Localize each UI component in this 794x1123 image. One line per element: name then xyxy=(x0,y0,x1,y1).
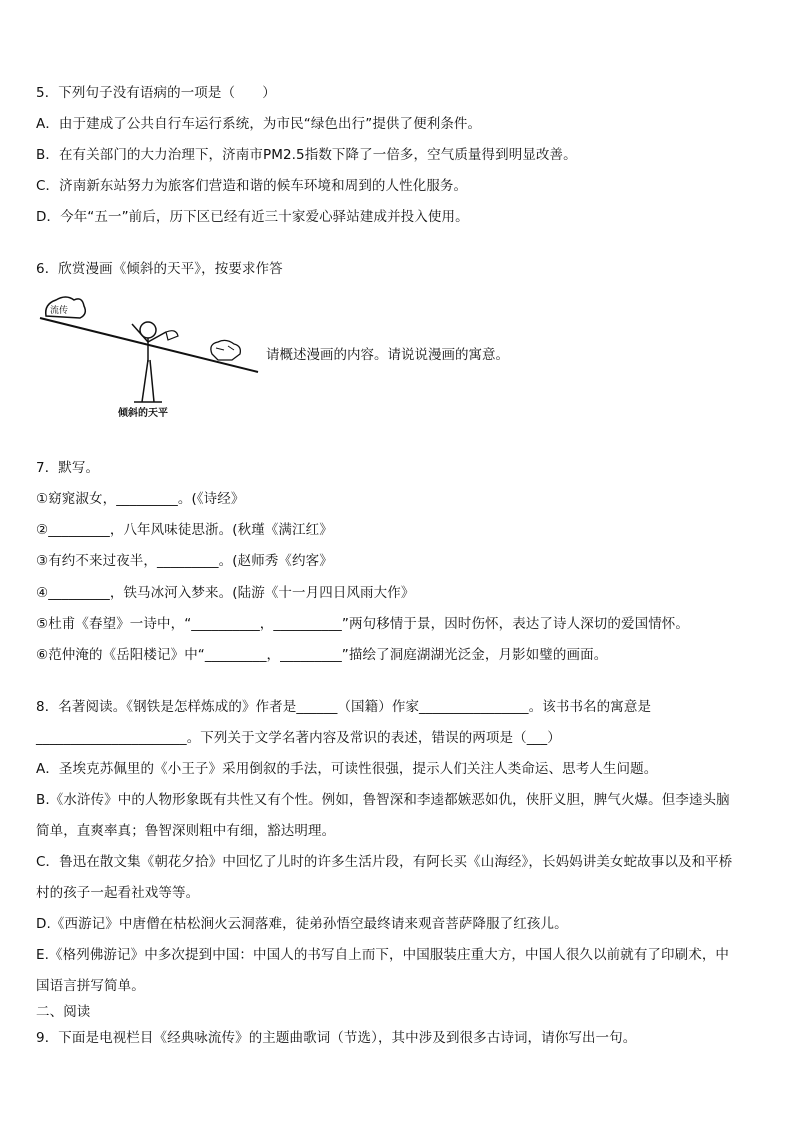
q8-option-c-2: 村的孩子一起看社戏等等。 xyxy=(36,885,200,901)
q7-item-4: ④_________，铁马冰河入梦来。(陆游《十一月四日风雨大作》 xyxy=(36,585,415,601)
q8-line-2: ______________________。下列关于文学名著内容及常识的表述，错误的两项是（___） xyxy=(36,730,561,746)
q5-option-a: A．由于建成了公共自行车运行系统，为市民“绿色出行”提供了便利条件。 xyxy=(36,116,482,132)
q7-item-3: ③有约不来过夜半，_________。(赵师秀《约客》 xyxy=(36,553,333,569)
q7-item-5: ⑤杜甫《春望》一诗中，“__________，__________”两句移情于景，因时伤怀，表达了诗人深切的爱国情怀。 xyxy=(36,616,689,632)
scale-post-right xyxy=(150,360,154,402)
q7-item-6: ⑥范仲淹的《岳阳楼记》中“_________，_________”描绘了洞庭湖湖光泛金，月影如璧的画面。 xyxy=(36,647,608,663)
q7-title: 7．默写。 xyxy=(36,460,100,476)
q7-item-2: ②_________，八年风味徒思浙。(秋瑾《满江红》 xyxy=(36,522,333,538)
person-sleeve xyxy=(166,331,178,340)
q9-title: 9．下面是电视栏目《经典咏流传》的主题曲歌词（节选），其中涉及到很多古诗词，请你写出一句。 xyxy=(36,1030,637,1046)
q8-option-e-1: E.《格列佛游记》中多次提到中国：中国人的书写自上而下，中国服装庄重大方，中国人很久以前就有了印刷术，中 xyxy=(36,947,730,963)
q8-option-b-2: 简单，直爽率真；鲁智深则粗中有细，豁达明理。 xyxy=(36,823,336,839)
q8-option-b-1: B.《水浒传》中的人物形象既有共性又有个性。例如，鲁智深和李逵都嫉恶如仇，侠肝义胆，脾气火爆。但李逵头脑 xyxy=(36,792,730,808)
scale-post-left xyxy=(142,360,148,402)
q5-option-b: B．在有关部门的大力治理下，济南市PM2.5指数下降了一倍多，空气质量得到明显改善。 xyxy=(36,147,577,163)
tilted-scale-illustration xyxy=(36,290,266,420)
cartoon-caption: 倾斜的天平 xyxy=(118,408,168,419)
q5-option-d: D．今年“五一”前后，历下区已经有近三十家爱心驿站建成并投入使用。 xyxy=(36,209,469,225)
stone-label: 流传 xyxy=(50,306,69,316)
tilted-scale-cartoon xyxy=(36,290,266,420)
q7-item-1: ①窈窕淑女，_________。(《诗经》 xyxy=(36,491,245,507)
q8-option-d: D.《西游记》中唐僧在枯松涧火云洞落难，徒弟孙悟空最终请来观音菩萨降服了红孩儿。 xyxy=(36,916,568,932)
q8-option-e-2: 国语言拼写简单。 xyxy=(36,978,145,994)
q5-title: 5．下列句子没有语病的一项是（ ） xyxy=(36,85,276,101)
q5-option-c: C．济南新东站努力为旅客们营造和谐的候车环境和周到的人性化服务。 xyxy=(36,178,468,194)
q8-line-1: 8．名著阅读。《钢铁是怎样炼成的》作者是______（国籍）作家________________。该书书名的寓意是 xyxy=(36,699,652,715)
q8-option-c-1: C．鲁迅在散文集《朝花夕拾》中回忆了儿时的许多生活片段，有阿长买《山海经》，长妈妈讲美女蛇故事以及和平桥 xyxy=(36,854,733,870)
section-2-title: 二、阅读 xyxy=(36,1004,91,1020)
q8-option-a: A．圣埃克苏佩里的《小王子》采用倒叙的手法，可读性很强，提示人们关注人类命运、思考人生问题。 xyxy=(36,761,658,777)
q6-title: 6．欣赏漫画《倾斜的天平》，按要求作答 xyxy=(36,261,283,277)
right-object xyxy=(211,340,241,360)
q6-prompt: 请概述漫画的内容。请说说漫画的寓意。 xyxy=(266,347,509,363)
